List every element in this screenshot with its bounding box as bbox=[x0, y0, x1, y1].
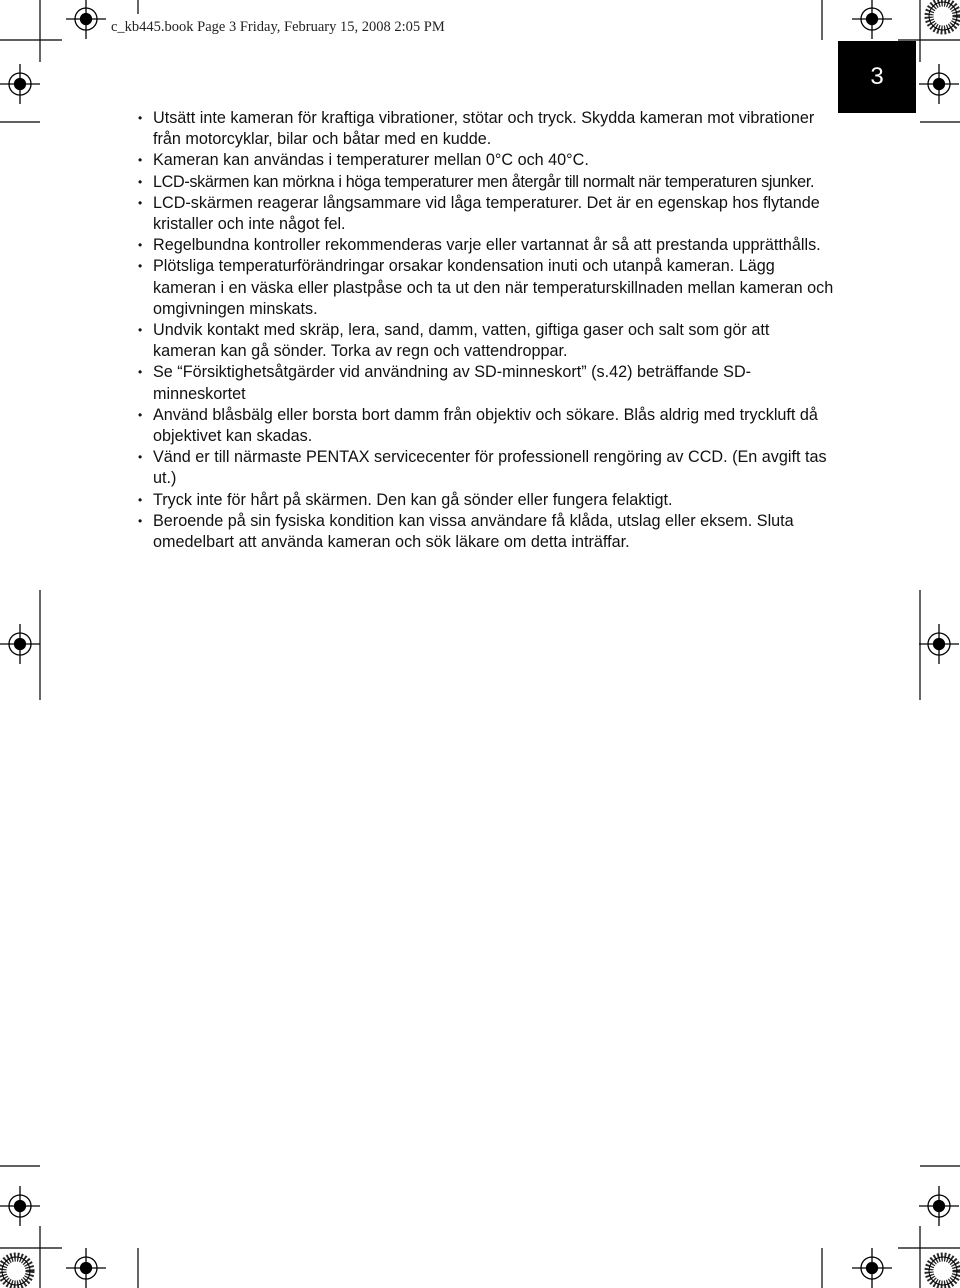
list-item-text: Vänd er till närmaste PENTAX servicecenter för professionell rengöring av CCD. (En avgift tas ut.) bbox=[153, 448, 827, 488]
bullet-icon: • bbox=[138, 174, 142, 189]
list-item-text: LCD-skärmen reagerar långsammare vid låga temperaturer. Det är en egenskap hos flytande kristaller och inte något fel. bbox=[153, 193, 820, 234]
print-header: c_kb445.book Page 3 Friday, February 15, 2008 2:05 PM bbox=[111, 19, 445, 35]
list-item-text: Tryck inte för hårt på skärmen. Den kan gå sönder eller fungera felaktigt. bbox=[153, 490, 673, 509]
bullet-icon: • bbox=[138, 238, 143, 253]
list-item-text: Använd blåsbälg eller borsta bort damm från objektiv och sökare. Blås aldrig med tryckluft då objektivet kan skadas. bbox=[153, 405, 818, 446]
bullet-icon: • bbox=[138, 195, 143, 210]
bullet-icon: • bbox=[138, 323, 143, 338]
list-item bbox=[136, 235, 836, 256]
bullet-icon: • bbox=[138, 259, 143, 274]
bullet-icon: • bbox=[138, 450, 143, 465]
list-item bbox=[136, 405, 836, 447]
precautions-list bbox=[136, 108, 836, 553]
list-item-text: Kameran kan användas i temperaturer mellan 0°C och 40°C. bbox=[153, 151, 589, 170]
list-item-text: Regelbundna kontroller rekommenderas varje eller vartannat år så att prestanda upprätthålls. bbox=[153, 236, 821, 255]
bullet-icon: • bbox=[138, 365, 143, 380]
bullet-icon: • bbox=[138, 111, 143, 125]
bullet-icon: • bbox=[138, 407, 143, 422]
page-number: 3 bbox=[870, 63, 884, 90]
bullet-icon: • bbox=[138, 513, 143, 528]
list-item-text: LCD-skärmen kan mörkna i höga temperaturer men återgår till normalt när temperaturen sjunker. bbox=[153, 172, 815, 191]
bullet-icon: • bbox=[138, 492, 143, 507]
list-item bbox=[136, 150, 836, 171]
list-item-text: Undvik kontakt med skräp, lera, sand, damm, vatten, giftiga gaser och salt som gör att kameran kan gå sönder. Torka av regn och vattendroppar. bbox=[153, 321, 770, 361]
list-item-text: Se “Försiktighetsåtgärder vid användning av SD-minneskort” (s.42) beträffande SD-minneskortet bbox=[153, 363, 752, 403]
list-item bbox=[136, 511, 836, 553]
list-item bbox=[136, 256, 836, 320]
list-item-text: Beroende på sin fysiska kondition kan vissa användare få klåda, utslag eller eksem. Sluta omedelbart att använda kameran och sök läkare om detta inträffar. bbox=[153, 511, 794, 552]
list-item-text: Plötsliga temperaturförändringar orsakar kondensation inuti och utanpå kameran. Lägg kameran i en väska eller plastpåse och ta ut den när temperaturskillnaden mellan kameran och omgivningen minskats. bbox=[153, 257, 834, 318]
list-item bbox=[136, 108, 836, 150]
page-number-tab bbox=[838, 41, 916, 113]
list-item bbox=[136, 447, 836, 489]
bullet-icon: • bbox=[138, 153, 143, 168]
list-item bbox=[136, 362, 836, 404]
list-item-text: Utsätt inte kameran för kraftiga vibrationer, stötar och tryck. Skydda kameran mot vibrationer från motorcyklar, bilar och båtar med en kudde. bbox=[153, 109, 815, 149]
list-item bbox=[136, 172, 836, 193]
list-item bbox=[136, 193, 836, 235]
list-item bbox=[136, 320, 836, 362]
list-item bbox=[136, 490, 836, 511]
